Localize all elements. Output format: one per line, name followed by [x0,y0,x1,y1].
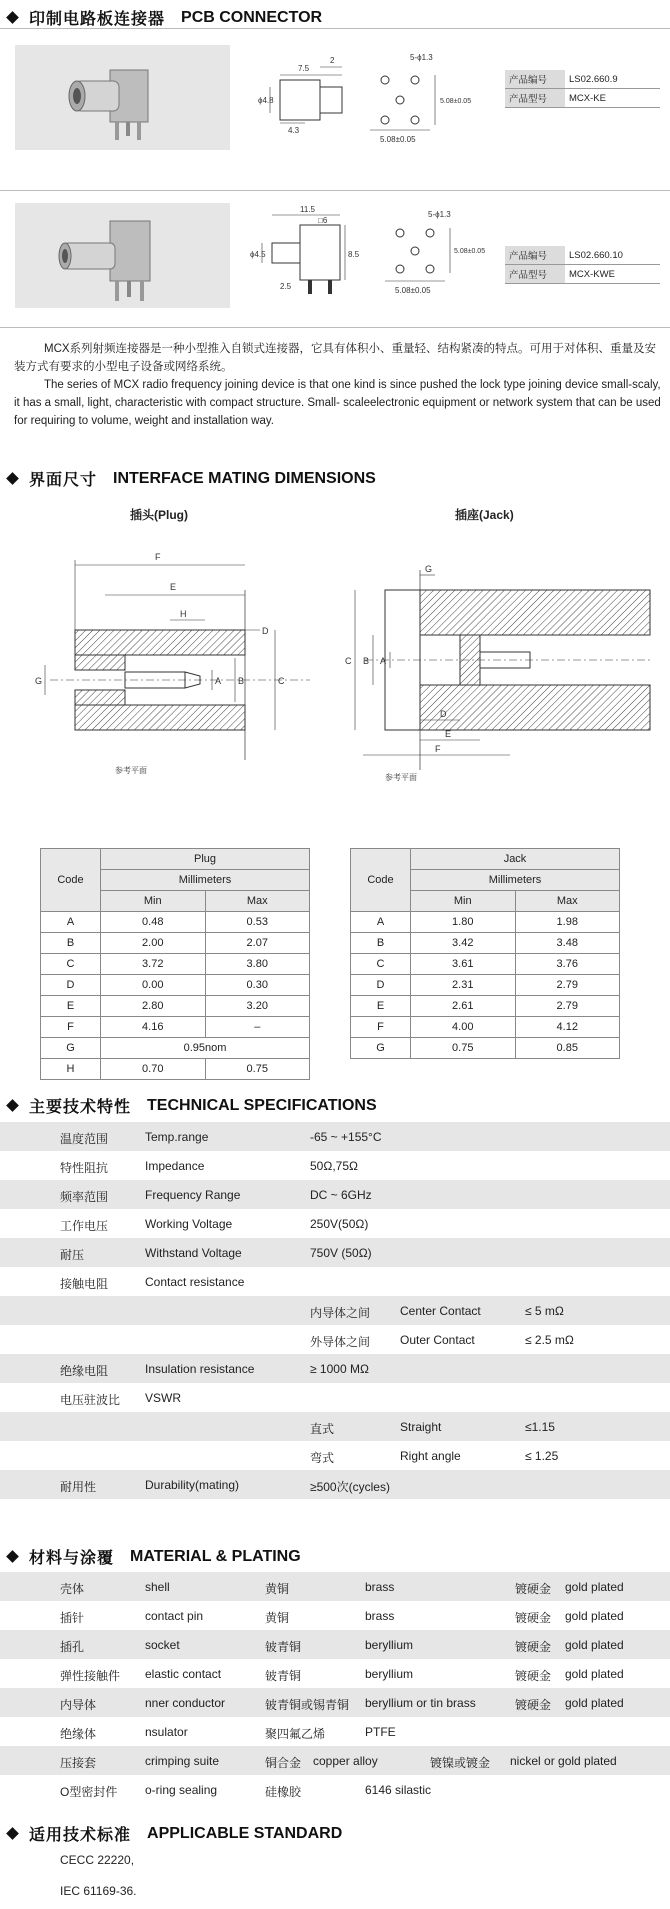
product-info-table [505,246,660,284]
material-cell-pen: nickel or gold plated [510,1754,617,1768]
standard-section-title: 适用技术标准 APPLICABLE STANDARD [8,1822,342,1845]
material-cell-mcn: 黄铜 [265,1582,290,1596]
dim-label-C: C [278,676,285,686]
spec-cell-cn: 频率范围 [60,1190,109,1204]
spec-cell-v2: Straight [400,1420,442,1434]
spec-row [0,1354,670,1383]
material-cell-pcn: 镀硬金 [515,1698,552,1712]
material-cell-mcn: 聚四氟乙烯 [265,1727,326,1741]
table-row: B 3.42 3.48 [351,933,620,954]
table-row: B 2.00 2.07 [41,933,310,954]
table-row: C 3.72 3.80 [41,954,310,975]
spec-cell-v3: ≤ 5 mΩ [525,1304,564,1318]
dim-label: ϕ4.8 [258,96,274,105]
material-cell-pen: gold plated [565,1638,624,1652]
material-row [0,1717,670,1746]
plug-cross-section-drawing [30,530,340,790]
code-header: Code [41,849,101,912]
material-row [0,1572,670,1601]
product-block-1 [15,45,660,150]
dim-label-F: F [435,744,441,754]
table-row: D 2.31 2.79 [351,975,620,996]
material-cell-men: brass [365,1580,395,1594]
spec-row [0,1151,670,1180]
table-row: C 3.61 3.76 [351,954,620,975]
millimeters-header: Millimeters [101,870,310,891]
spec-row [0,1470,670,1499]
material-cell-cn: 绝缘体 [60,1727,97,1741]
dim-label-G: G [425,564,433,574]
dim-label: 5-ϕ1.3 [428,210,451,219]
spec-cell-v2: Outer Contact [400,1333,475,1347]
material-cell-mcn: 硅橡胶 [265,1785,302,1799]
code-header: Code [351,849,411,912]
material-cell-pcn: 镀硬金 [515,1640,552,1654]
dim-label: ϕ4.5 [250,250,266,259]
material-cell-pen: gold plated [565,1696,624,1710]
max-header: Max [205,891,310,912]
code-label: 产品编号 [505,246,565,265]
product-code: LS02.660.9 [565,70,660,89]
materials-section-title: 材料与涂覆 MATERIAL & PLATING [8,1545,301,1568]
pcb-section-title: 印制电路板连接器 PCB CONNECTOR [8,6,322,29]
material-cell-cn: 插针 [60,1611,85,1625]
dim-label-G: G [35,676,43,686]
spec-row [0,1441,670,1470]
material-cell-en: contact pin [145,1609,204,1623]
material-row [0,1688,670,1717]
spec-cell-cn: 温度范围 [60,1132,109,1146]
dim-label: □6 [318,216,328,225]
material-row [0,1775,670,1804]
table-title: Jack [411,849,620,870]
divider [0,327,670,328]
dim-label-B: B [363,656,370,666]
divider [0,190,670,191]
dim-label: 5-ϕ1.3 [410,53,433,62]
spec-cell-v1: 50Ω,75Ω [310,1159,358,1173]
spec-cell-cn: 耐用性 [60,1480,97,1494]
spec-row [0,1122,670,1151]
description-cn: MCX系列射频连接器是一种小型推入自锁式连接器，它具有体积小、重量轻、结构紧凑的特点。可用于对体积、重量及安装方式有要求的小型电子设备或网络系统。 [14,343,657,373]
spec-row [0,1296,670,1325]
material-cell-cn: 内导体 [60,1698,97,1712]
table-row: F 4.16 – [41,1017,310,1038]
product-code: LS02.660.10 [565,246,660,265]
spec-cell-v1: 250V(50Ω) [310,1217,369,1231]
spec-cell-cn: 工作电压 [60,1219,109,1233]
min-header: Min [101,891,206,912]
reference-plane-label: 参考平面 [115,766,147,775]
spec-cell-v1: -65 ~ +155°C [310,1130,382,1144]
material-cell-en: elastic contact [145,1667,222,1681]
material-cell-en: socket [145,1638,180,1652]
spec-row [0,1238,670,1267]
material-cell-mcn: 铍青铜或锡青铜 [265,1698,350,1712]
material-row [0,1746,670,1775]
material-cell-en: o-ring sealing [145,1783,218,1797]
dim-label: 5.08±0.05 [440,98,472,105]
material-cell-en: nner conductor [145,1696,226,1710]
dim-label: 7.5 [298,64,310,73]
spec-cell-v2: Center Contact [400,1304,481,1318]
dim-label-H: H [180,609,187,619]
spec-cell-v3: ≤1.15 [525,1420,555,1434]
dim-label-E: E [445,729,452,739]
type-label: 产品型号 [505,265,565,284]
table-row: G 0.75 0.85 [351,1038,620,1059]
spec-cell-v1: 弯式 [310,1451,335,1465]
reference-plane-label: 参考平面 [385,773,417,782]
dim-label-E: E [170,582,177,592]
specs-section-title: 主要技术特性 TECHNICAL SPECIFICATIONS [8,1094,377,1117]
product-photo-mcx-ke [15,45,230,150]
material-cell-pcn: 镀硬金 [515,1669,552,1683]
material-cell-cn: 插孔 [60,1640,85,1654]
material-cell-pcn: 镀硬金 [515,1611,552,1625]
spec-cell-v1: 750V (50Ω) [310,1246,372,1260]
material-cell-pen: gold plated [565,1580,624,1594]
spec-cell-en: Insulation resistance [145,1362,255,1376]
material-cell-mcn: 铍青铜 [265,1669,302,1683]
spec-cell-cn: 绝缘电阻 [60,1364,109,1378]
spec-row [0,1325,670,1354]
material-cell-pen: gold plated [565,1667,624,1681]
dim-label-C: C [345,656,352,666]
spec-cell-cn: 耐压 [60,1248,85,1262]
product-description [14,340,662,430]
jack-dimension-table [350,848,620,1059]
material-cell-en: shell [145,1580,170,1594]
spec-cell-cn: 特性阻抗 [60,1161,109,1175]
dim-label: 5.08±0.05 [454,248,486,255]
millimeters-header: Millimeters [411,870,620,891]
spec-cell-v2: Right angle [400,1449,461,1463]
spec-cell-en: Contact resistance [145,1275,245,1289]
jack-title: 插座(Jack) [455,508,514,522]
table-row: E 2.61 2.79 [351,996,620,1017]
spec-cell-v1: DC ~ 6GHz [310,1188,372,1202]
table-row: A 0.48 0.53 [41,912,310,933]
dim-label: 4.3 [288,126,300,135]
table-title: Plug [101,849,310,870]
spec-cell-cn: 接触电阻 [60,1277,109,1291]
diamond-bullet-icon [6,1827,19,1840]
product-info-table [505,70,660,108]
code-label: 产品编号 [505,70,565,89]
spec-cell-v3: ≤ 1.25 [525,1449,559,1463]
material-cell-men: beryllium [365,1638,414,1652]
spec-cell-v3: ≤ 2.5 mΩ [525,1333,574,1347]
spec-row [0,1180,670,1209]
dim-label: 5.08±0.05 [395,286,431,295]
dim-label-B: B [238,676,245,686]
type-label: 产品型号 [505,89,565,108]
min-header: Min [411,891,516,912]
table-row: H 0.70 0.75 [41,1059,310,1080]
spec-cell-v1: 直式 [310,1422,335,1436]
material-cell-pcn: 镀镍或镀金 [430,1756,491,1770]
dim-label-A: A [380,656,387,666]
dim-label: 8.5 [348,250,360,259]
spec-cell-en: Durability(mating) [145,1478,240,1492]
standard-line: CECC 22220, [60,1853,135,1867]
description-en: The series of MCX radio frequency joining device is that one kind is since pushed the lock type joining device small-scaly, it has a small, light, characteristic with compact structure. Small- scaleelectronic equipment or network system that can be used for requiring to volume, weight and installation way. [14,379,661,427]
dim-label-A: A [215,676,222,686]
material-cell-pen: gold plated [565,1609,624,1623]
divider [0,28,670,29]
spec-cell-en: Withstand Voltage [145,1246,242,1260]
table-row: G 0.95nom [41,1038,310,1059]
spec-cell-en: Impedance [145,1159,205,1173]
product-type: MCX-KWE [565,265,660,284]
dim-label-F: F [155,552,161,562]
spec-cell-en: Temp.range [145,1130,209,1144]
dim-label-D: D [440,709,447,719]
material-cell-en: crimping suite [145,1754,220,1768]
diamond-bullet-icon [6,1099,19,1112]
material-cell-cn: 压接套 [60,1756,97,1770]
spec-row [0,1383,670,1412]
spec-cell-v1: 内导体之间 [310,1306,371,1320]
spec-row [0,1209,670,1238]
material-cell-en: nsulator [145,1725,188,1739]
material-cell-men: beryllium or tin brass [365,1696,476,1710]
spec-cell-v1: ≥ 1000 MΩ [310,1362,369,1376]
material-cell-cn: 壳体 [60,1582,85,1596]
material-cell-pcn: 镀硬金 [515,1582,552,1596]
material-cell-cn: 弹性接触件 [60,1669,121,1683]
product-block-2 [15,203,660,308]
diamond-bullet-icon [6,472,19,485]
table-row: A 1.80 1.98 [351,912,620,933]
spec-cell-v1: ≥500次(cycles) [310,1480,390,1494]
material-row [0,1630,670,1659]
material-cell-mcn: 黄铜 [265,1611,290,1625]
table-row: F 4.00 4.12 [351,1017,620,1038]
product-photo-mcx-kwe [15,203,230,308]
dim-label: 11.5 [300,205,315,214]
material-row [0,1659,670,1688]
drawing-mcx-ke [250,45,490,150]
interface-section-title: 界面尺寸 INTERFACE MATING DIMENSIONS [8,467,376,490]
spec-row [0,1267,670,1296]
dim-label: 2.5 [280,282,292,291]
plug-title: 插头(Plug) [130,508,188,522]
dim-label: 5.08±0.05 [380,135,416,144]
material-cell-men: brass [365,1609,395,1623]
diamond-bullet-icon [6,1550,19,1563]
drawing-mcx-kwe [250,203,490,308]
material-cell-men: beryllium [365,1667,414,1681]
material-cell-men: copper alloy [313,1754,378,1768]
material-cell-mcn: 铍青铜 [265,1640,302,1654]
product-type: MCX-KE [565,89,660,108]
dim-label: 2 [330,56,335,65]
material-cell-men: 6146 silastic [365,1783,432,1797]
material-row [0,1601,670,1630]
plug-dimension-table [40,848,310,1080]
material-cell-cn: O型密封件 [60,1785,118,1799]
spec-cell-v1: 外导体之间 [310,1335,371,1349]
spec-cell-en: VSWR [145,1391,181,1405]
spec-cell-en: Working Voltage [145,1217,233,1231]
max-header: Max [515,891,620,912]
table-row: D 0.00 0.30 [41,975,310,996]
material-cell-men: PTFE [365,1725,396,1739]
spec-cell-en: Frequency Range [145,1188,241,1202]
spec-cell-cn: 电压驻波比 [60,1393,121,1407]
material-cell-mcn: 铜合金 [265,1756,302,1770]
table-row: E 2.80 3.20 [41,996,310,1017]
standard-line: IEC 61169-36. [60,1884,137,1898]
dim-label-D: D [262,626,269,636]
jack-cross-section-drawing [345,530,655,790]
diamond-bullet-icon [6,11,19,24]
spec-row [0,1412,670,1441]
